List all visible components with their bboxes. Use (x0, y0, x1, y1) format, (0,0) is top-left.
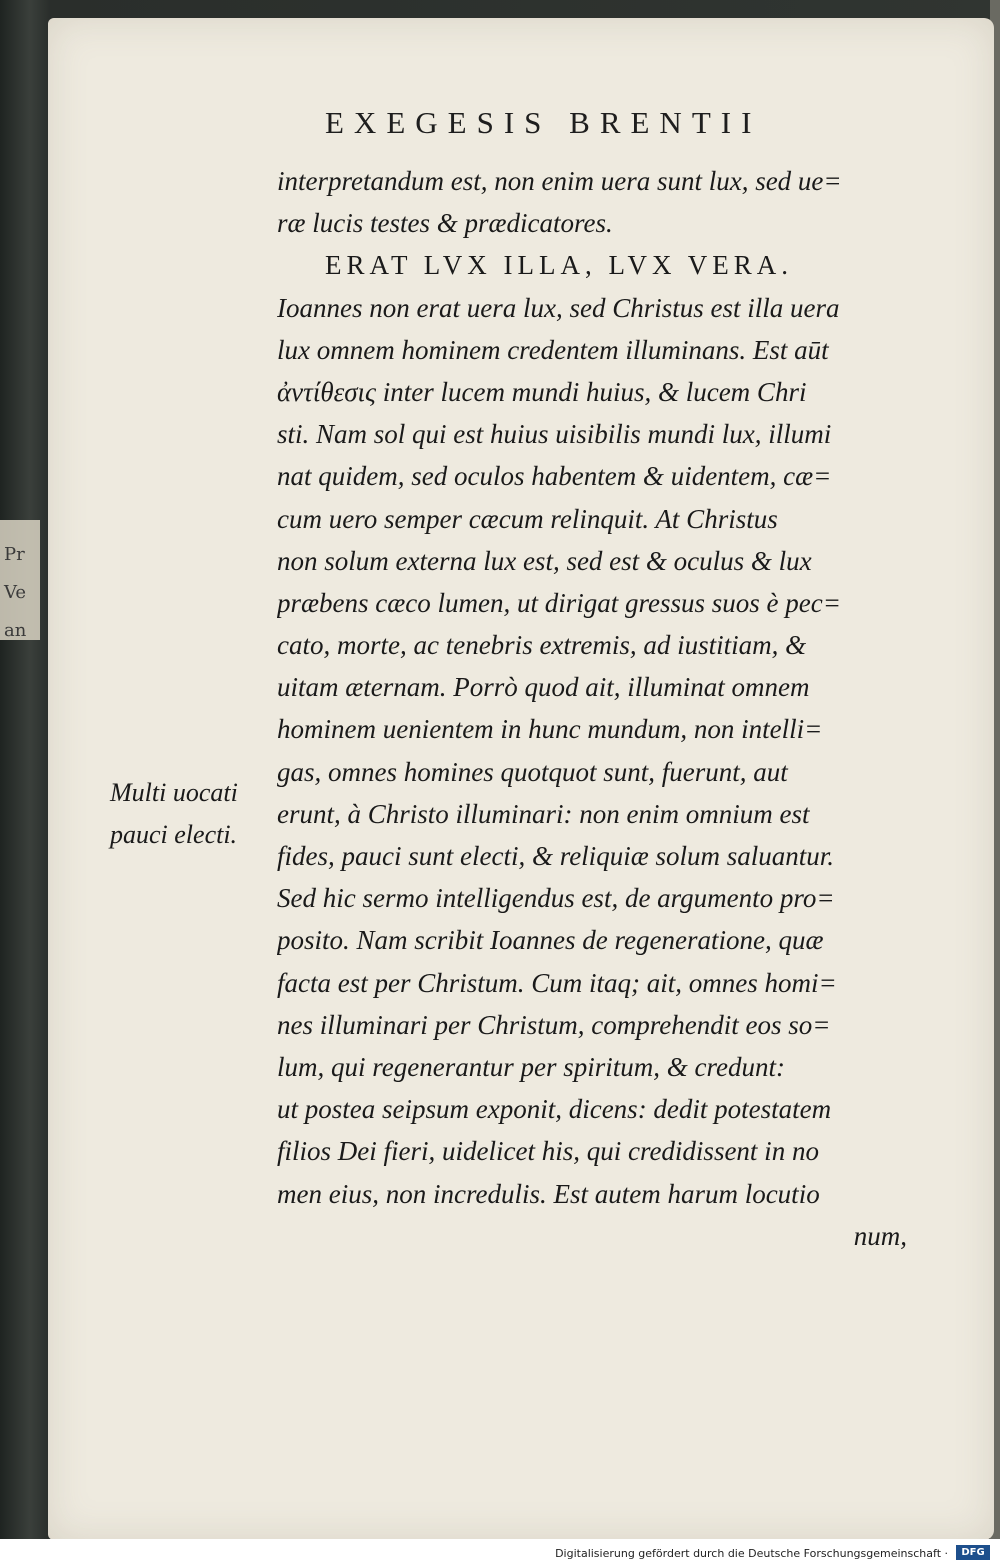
text-line: ut postea seipsum exponit, dicens: dedit potestatem (277, 1094, 832, 1125)
text-line: men eius, non incredulis. Est autem harum locutio (277, 1178, 820, 1209)
text-line: lum, qui regenerantur per spiritum, & credunt: (277, 1051, 785, 1082)
marginal-note-line: Multi uocati (110, 778, 238, 807)
text-line: Sed hic sermo intelligendus est, de argumento pro= (277, 883, 835, 914)
body-text (277, 160, 917, 1257)
text-line: nes illuminari per Christum, comprehendit eos so= (277, 1009, 831, 1040)
text-line: ræ lucis testes & prædicatores. (277, 208, 613, 239)
dfg-logo: DFG (956, 1545, 990, 1560)
text-line: cum uero semper cæcum relinquit. At Christus (277, 503, 778, 534)
text-line: hominem uenientem in hunc mundum, non intelli= (277, 714, 823, 745)
text-line: interpretandum est, non enim uera sunt lux, sed ue= (277, 166, 842, 196)
text-line: nat quidem, sed oculos habentem & uidentem, cæ= (277, 461, 832, 492)
text-line: gas, omnes homines quotquot sunt, fuerunt, aut (277, 756, 788, 787)
footer-credit: Digitalisierung gefördert durch die Deutsche Forschungsgemeinschaft · (555, 1547, 948, 1560)
text-line: sti. Nam sol qui est huius uisibilis mundi lux, illumi (277, 419, 832, 450)
running-head: EXEGESIS BRENTII (325, 105, 762, 140)
text-line: posito. Nam scribit Ioannes de regeneratione, quæ (277, 925, 824, 956)
text-line: filios Dei fieri, uidelicet his, qui credidissent in no (277, 1136, 819, 1167)
text-line: uitam æternam. Porrò quod ait, illuminat omnem (277, 672, 810, 703)
catchword: num, (853, 1220, 907, 1251)
section-heading: ERAT LVX ILLA, LVX VERA. (325, 250, 794, 281)
marginal-note-line: pauci electi. (110, 820, 238, 849)
text-line: facta est per Christum. Cum itaq; ait, omnes homi= (277, 967, 837, 998)
text-line: Ioannes non erat uera lux, sed Christus est illa uera (277, 292, 840, 323)
marginal-note (110, 772, 238, 856)
adjacent-page-fragment: Pr Ve an (4, 544, 27, 641)
text-line: erunt, à Christo illuminari: non enim omnium est (277, 798, 810, 829)
text-line: fides, pauci sunt electi, & reliquiæ solum saluantur. (277, 841, 834, 871)
text-line: præbens cæco lumen, ut dirigat gressus suos è pec= (277, 587, 841, 618)
text-line: lux omnem hominem credentem illuminans. Est aūt (277, 334, 829, 365)
text-line: cato, morte, ac tenebris extremis, ad iustitiam, & (277, 630, 807, 661)
text-line: ἀντίθεσις inter lucem mundi huius, & lucem Chri (277, 376, 807, 407)
text-line: non solum externa lux est, sed est & oculus & lux (277, 545, 812, 576)
